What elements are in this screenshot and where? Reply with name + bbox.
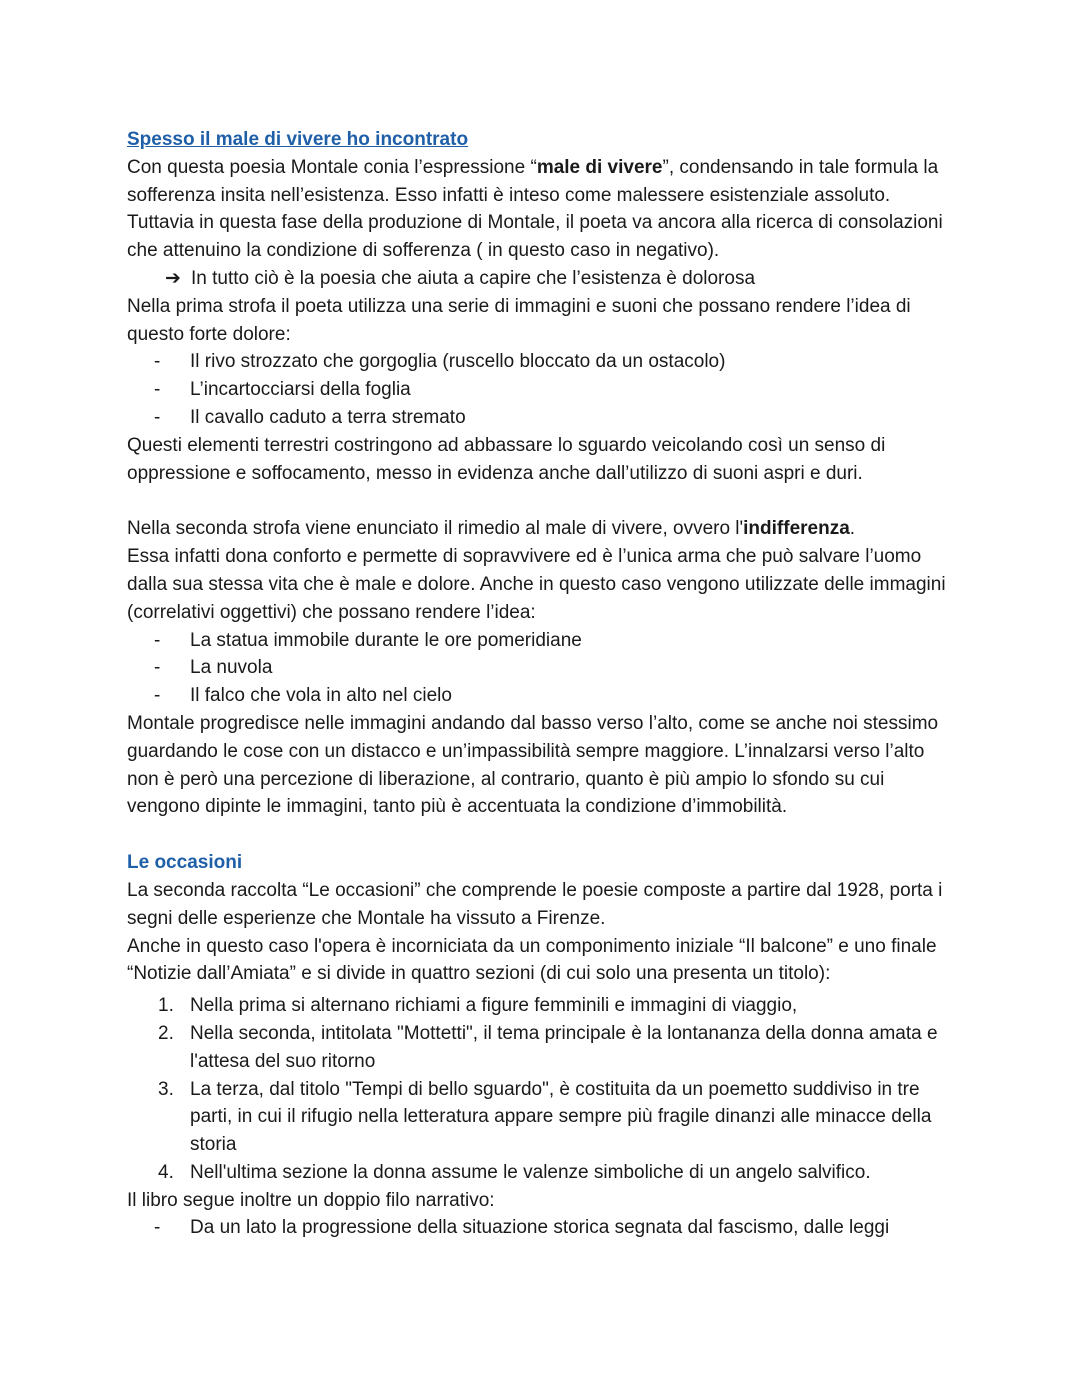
arrow-note [165,265,957,293]
list-item: 3. La terza, dal titolo "Tempi di bello sguardo", è costituita da un poemetto suddiviso in tre parti, in cui il rifugio nella letteratura appare sempre più fragile dinanzi alle minacce della storia [158,1076,957,1159]
numbered-list [127,992,957,1187]
list-item: - Il cavallo caduto a terra stremato [154,404,957,432]
dash-marker: - [154,351,161,373]
dash-marker: - [154,657,161,679]
number-marker: 1. [158,995,174,1017]
dash-list [127,1214,957,1242]
section-title [127,849,957,877]
list-item: 2. Nella seconda, intitolata "Mottetti", il tema principale è la lontananza della donna amata e l'attesa del suo ritorno [158,1020,957,1076]
list-item: - L’incartocciarsi della foglia [154,376,957,404]
paragraph: Nella seconda strofa viene enunciato il rimedio al male di vivere, ovvero l'indifferenza. [127,518,856,540]
paragraph: Anche in questo caso l'opera è incorniciata da un componimento iniziale “Il balcone” e uno finale “Notizie dall’Amiata” e si divide in quattro sezioni (di cui solo una presenta un titolo): [127,935,937,985]
spacer [127,487,957,515]
dash-marker: - [154,1217,161,1239]
paragraph: Questi elementi terrestri costringono ad abbassare lo sguardo veicolando così un senso di oppressione e soffocamento, messo in evidenza anche dall’utilizzo di suoni aspri e duri. [127,434,886,484]
list-item: - Il falco che vola in alto nel cielo [154,682,957,710]
section-title-link[interactable]: Spesso il male di vivere ho incontrato [127,129,469,150]
dash-marker: - [154,629,161,651]
dash-marker: - [154,379,161,401]
paragraph: Essa infatti dona conforto e permette di sopravvivere ed è l’unica arma che può salvare l’uomo dalla sua stessa vita che è male e dolore. Anche in questo caso vengono utilizzate delle immagini (correlativi oggettivi) che possano rendere l’idea: [127,546,946,623]
dash-list [127,627,957,710]
number-marker: 4. [158,1161,174,1183]
dash-list [127,348,957,431]
number-marker: 2. [158,1022,174,1044]
paragraph: La seconda raccolta “Le occasioni” che comprende le poesie composte a partire dal 1928, porta i segni delle esperienze che Montale ha vissuto a Firenze. [127,879,943,929]
list-item: 4. Nell'ultima sezione la donna assume le valenze simboliche di un angelo salvifico. [158,1159,957,1187]
section-title[interactable] [127,126,957,154]
bold-term: indifferenza [743,518,850,540]
bold-term: male di vivere [536,156,663,178]
number-marker: 3. [158,1078,174,1100]
dash-marker: - [154,685,161,707]
list-item: - La nuvola [154,654,957,682]
paragraph: Nella prima strofa il poeta utilizza una serie di immagini e suoni che possano rendere l’idea di questo forte dolore: [127,295,911,345]
list-item: - La statua immobile durante le ore pomeridiane [154,627,957,655]
document-page [127,126,957,1242]
arrow-note-text: In tutto ciò è la poesia che aiuta a capire che l’esistenza è dolorosa [191,267,756,289]
paragraph: Il libro segue inoltre un doppio filo narrativo: [127,1189,495,1211]
paragraph: Montale progredisce nelle immagini andando dal basso verso l’alto, come se anche noi stessimo guardando le cose con un distacco e un’impassibilità sempre maggiore. L’innalzarsi verso l’alto non è però una percezione di liberazione, al contrario, quanto è più ampio lo sfondo su cui vengono dipinte le immagini, tanto più è accentuata la condizione d’immobilità. [127,712,939,818]
list-item: - Da un lato la progressione della situazione storica segnata dal fascismo, dalle leggi [154,1214,957,1242]
dash-marker: - [154,406,161,428]
list-item: - Il rivo strozzato che gorgoglia (ruscello bloccato da un ostacolo) [154,348,957,376]
section-heading: Le occasioni [127,852,243,874]
spacer [127,821,957,849]
list-item: 1. Nella prima si alternano richiami a figure femminili e immagini di viaggio, [158,992,957,1020]
arrow-icon: ➔ [165,267,181,289]
paragraph: Con questa poesia Montale conia l’espressione “male di vivere”, condensando in tale formula la sofferenza insita nell’esistenza. Esso infatti è inteso come malessere esistenziale assoluto. Tuttavia in questa fase della produzione di Montale, il poeta va ancora alla ricerca di consolazioni che attenuino la condizione di sofferenza ( in questo caso in negativo). [127,156,943,262]
